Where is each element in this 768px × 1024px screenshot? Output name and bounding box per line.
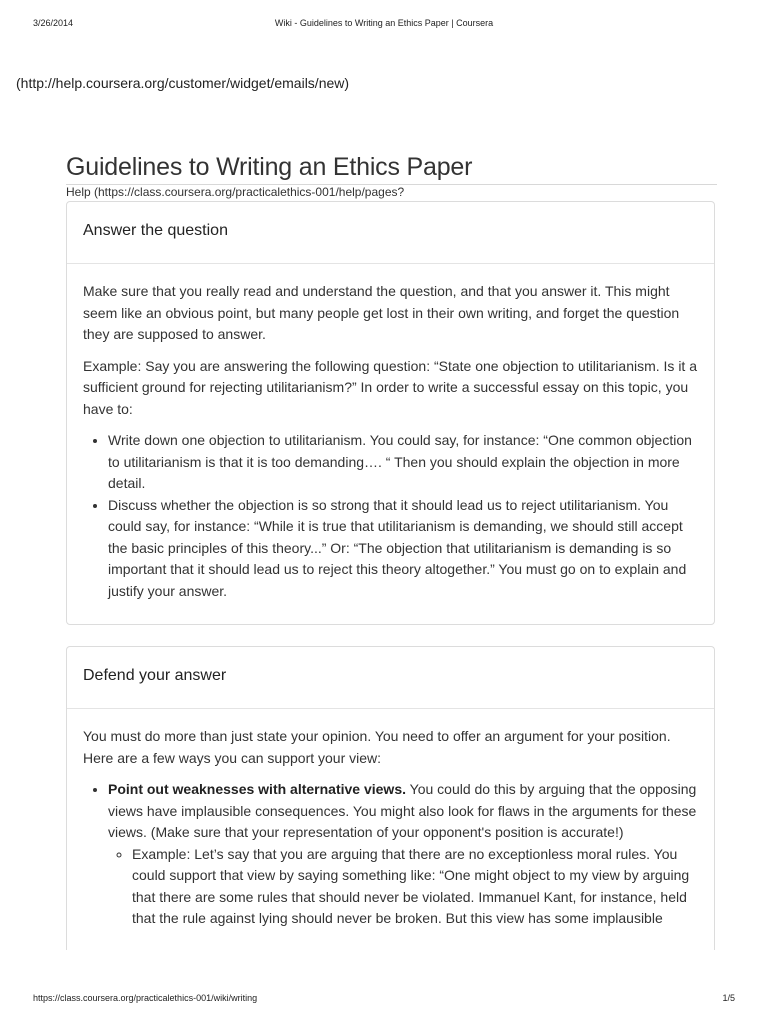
section-body	[67, 264, 714, 602]
list-item-text: You could do this by arguing that the opposing views have implausible consequences. You might also look for flaws in the arguments for these views. (Make sure that your representation of your opponent's position is accurate!)	[108, 781, 697, 840]
sub-list-item: ◦ Example: Let’s say that you are arguing that there are no exceptionless moral rules. You could support that view by saying something like: “One might object to my view by arguing that there are some rules that should never be violated. Immanuel Kant, for instance, held that the rule against lying should never be broken. But this view has some implausible	[132, 844, 698, 930]
section-header	[67, 202, 714, 264]
bold-lead: Point out weaknesses with alternative views.	[108, 781, 406, 797]
page-title: Guidelines to Writing an Ethics Paper	[66, 153, 473, 181]
paragraph: Example: Say you are answering the following question: “State one objection to utilitarianism. Is it a sufficient ground for rejecting utilitarianism?” In order to write a successful essay on this topic, you have to:	[83, 357, 697, 417]
section-heading: Defend your answer	[83, 667, 227, 684]
bullet-list	[83, 779, 698, 930]
section-body	[67, 709, 714, 930]
section-answer-the-question	[66, 201, 715, 625]
list-item: • Write down one objection to utilitarianism. You could say, for instance: “One common objection to utilitarianism is that it is too demanding…. “ Then you should explain the objection in more detail.	[108, 430, 698, 495]
bullet-list	[83, 430, 698, 602]
section-heading: Answer the question	[83, 222, 228, 239]
sub-bullet-list	[108, 844, 698, 930]
page-number: 1/5	[722, 993, 735, 1003]
paragraph: You must do more than just state your opinion. You need to offer an argument for your position. Here are a few ways you can support your view:	[83, 728, 671, 766]
list-item: • Discuss whether the objection is so strong that it should lead us to reject utilitarianism. You could say, for instance: “While it is true that utilitarianism is demanding, we should still accept the basic principles of this theory...” Or: “The objection that utilitarianism is demanding is so important that it should lead us to reject this theory altogether.” You must go on to explain and justify your answer.	[108, 495, 698, 603]
help-link[interactable]: (http://help.coursera.org/customer/widget/emails/new)	[16, 75, 350, 91]
help-url-line-1: Help (https://class.coursera.org/practicalethics-001/help/pages?	[66, 185, 405, 199]
list-item	[108, 779, 698, 930]
print-date: 3/26/2014	[33, 18, 74, 28]
section-header	[67, 647, 714, 709]
paragraph: Make sure that you really read and understand the question, and that you answer it. This might seem like an obvious point, but many people get lost in their own writing, and forget the question they are supposed to answer.	[83, 283, 680, 342]
page-bottom-margin	[0, 950, 768, 1024]
print-footer-url: https://class.coursera.org/practicalethics-001/wiki/writing	[33, 993, 258, 1003]
print-page-title: Wiki - Guidelines to Writing an Ethics Paper | Coursera	[274, 18, 494, 28]
